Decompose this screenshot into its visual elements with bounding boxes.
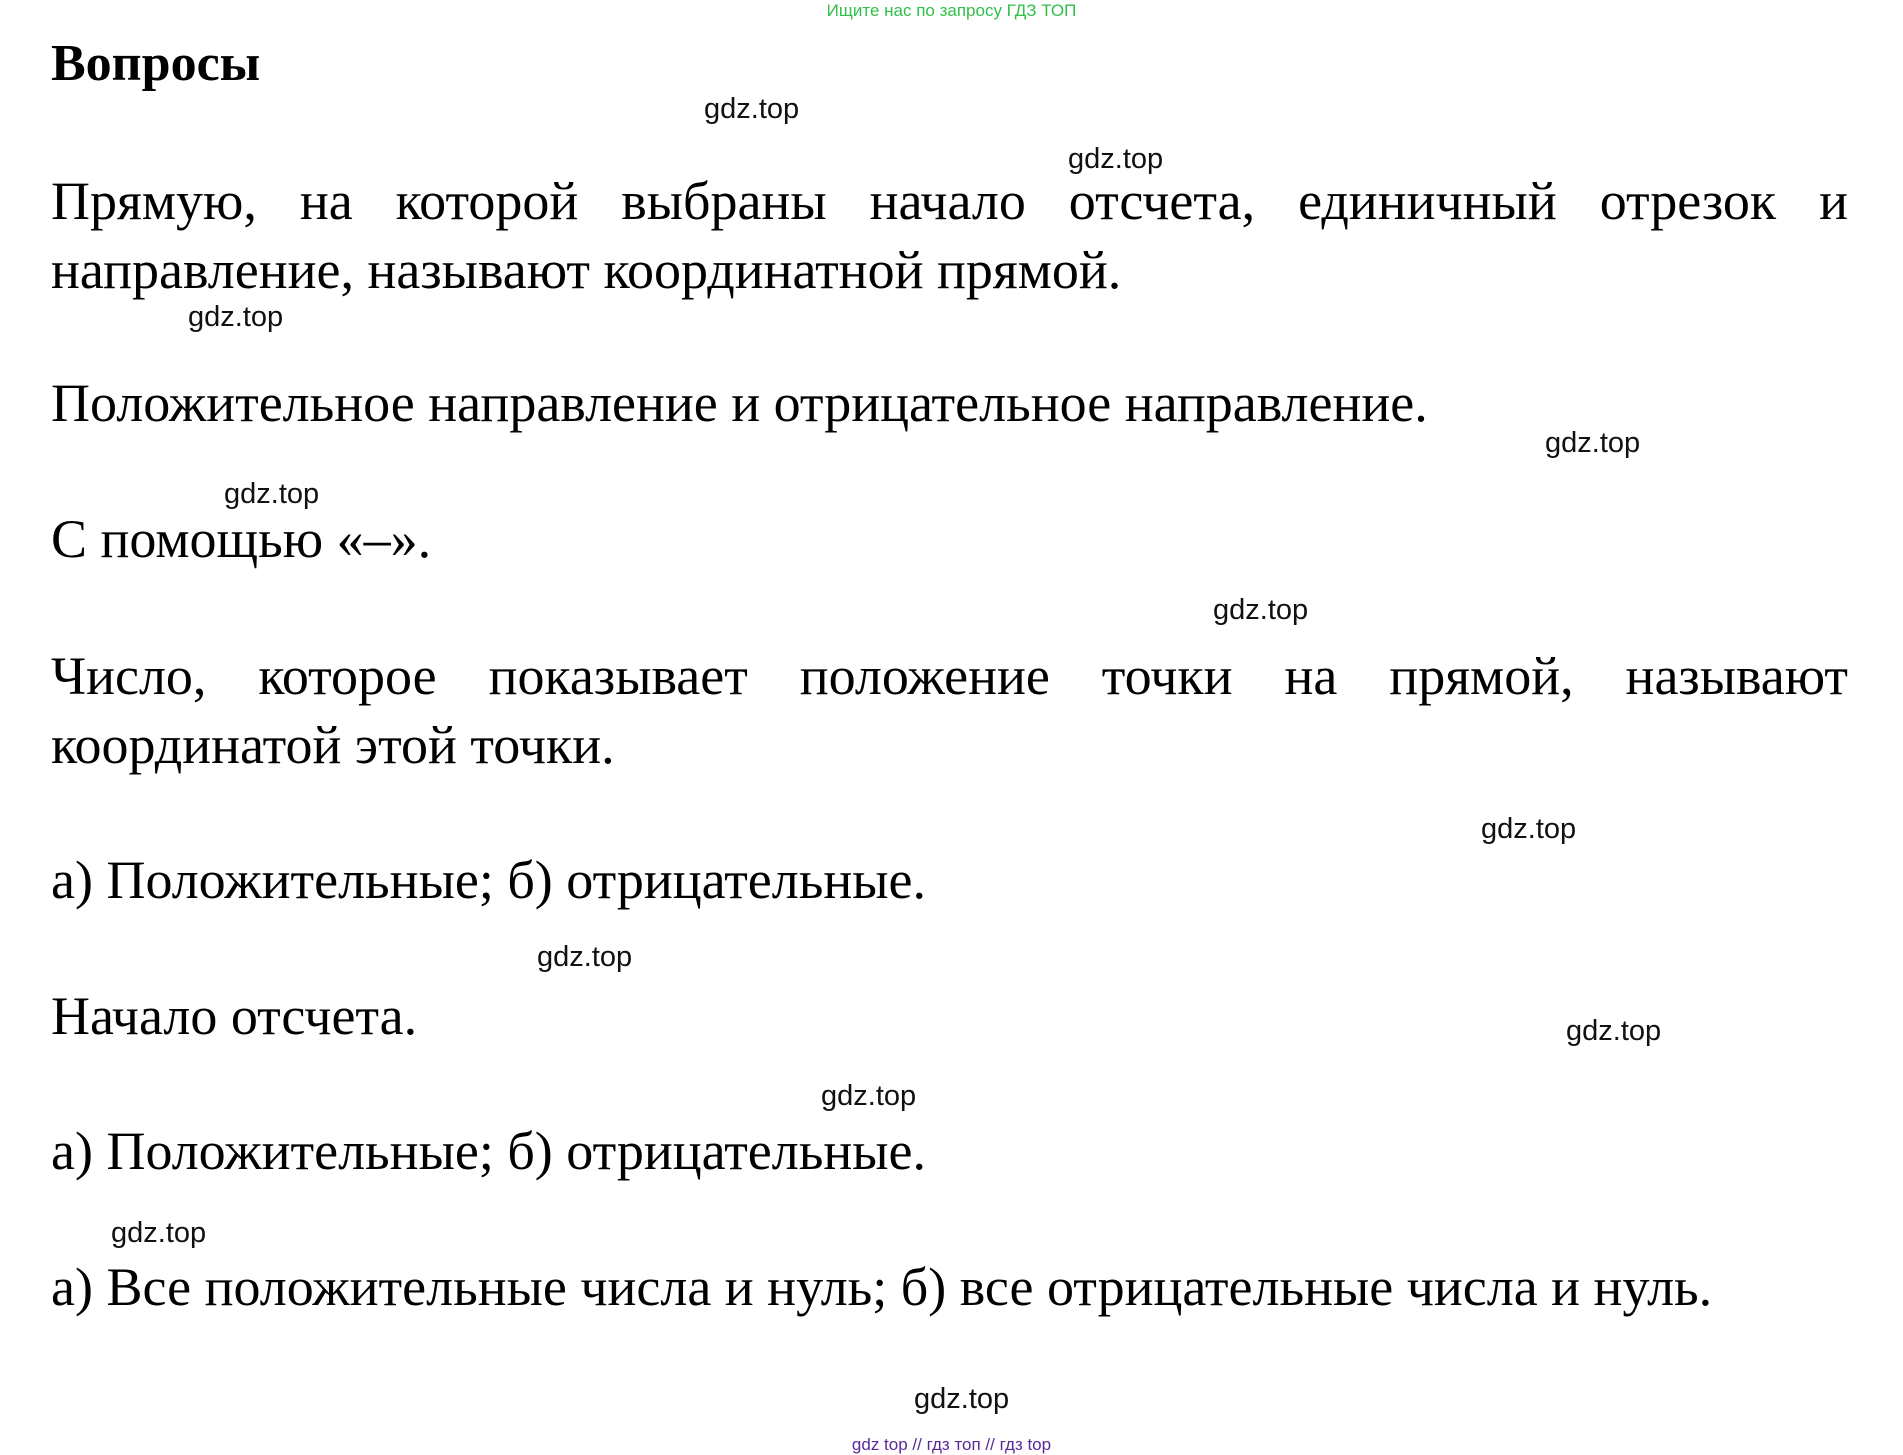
- answer-6: Начало отсчета.: [51, 986, 418, 1046]
- answer-7: а) Положительные; б) отрицательные.: [51, 1121, 926, 1181]
- watermark: gdz.top: [537, 941, 633, 973]
- search-hint: Ищите нас по запросу ГДЗ ТОП: [826, 1, 1077, 20]
- watermark: gdz.top: [914, 1383, 1010, 1415]
- watermark: gdz.top: [111, 1217, 207, 1249]
- answer-5: а) Положительные; б) отрицательные.: [51, 850, 926, 910]
- watermark: gdz.top: [704, 93, 800, 125]
- answer-4: Число, которое показывает положение точки на прямой, называют координатой этой точки.: [51, 646, 1848, 775]
- watermark: gdz.top: [1566, 1015, 1662, 1047]
- watermark: gdz.top: [821, 1080, 917, 1112]
- footer-links: gdz top // гдз топ // гдз top: [851, 1435, 1052, 1454]
- watermark: gdz.top: [1545, 427, 1641, 459]
- answer-3: С помощью «–».: [51, 509, 432, 569]
- watermark: gdz.top: [188, 301, 284, 333]
- answer-2: Положительное направление и отрицательное направление.: [51, 373, 1428, 433]
- answer-1: Прямую, на которой выбраны начало отсчета, единичный отрезок и направление, называют координатной прямой.: [51, 171, 1848, 300]
- watermark: gdz.top: [1481, 813, 1577, 845]
- answer-8: а) Все положительные числа и нуль; б) все отрицательные числа и нуль.: [51, 1257, 1713, 1317]
- watermark: gdz.top: [1068, 143, 1164, 175]
- page-title: Вопросы: [51, 35, 261, 92]
- watermark: gdz.top: [224, 478, 320, 510]
- watermark: gdz.top: [1213, 594, 1309, 626]
